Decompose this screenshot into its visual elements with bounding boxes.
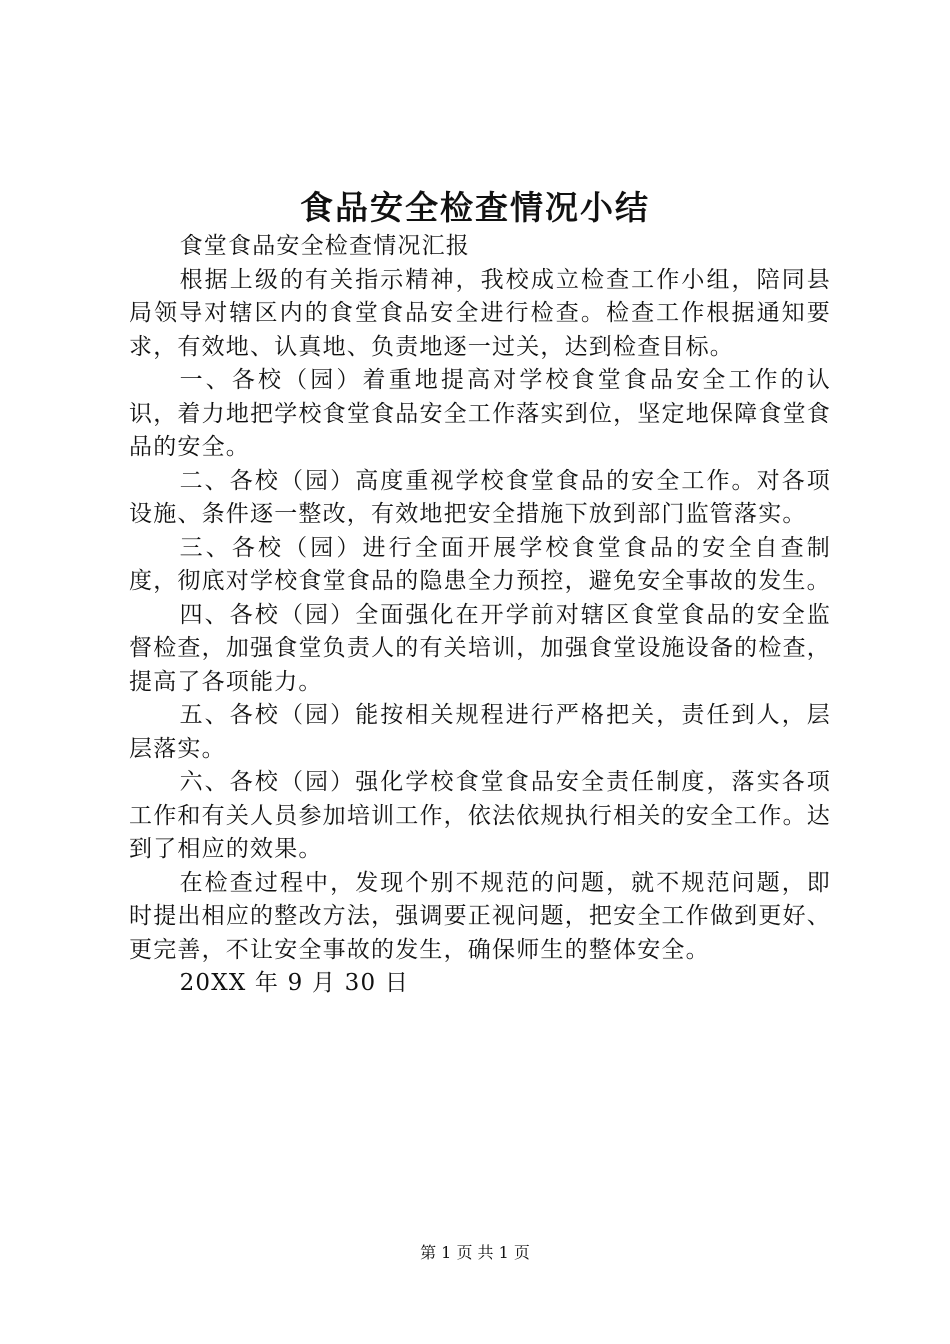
item-six-paragraph: 六、各校（园）强化学校食堂食品安全责任制度，落实各项工作和有关人员参加培训工作，依法依规执行相关的安全工作。达到了相应的效果。 [129, 769, 831, 862]
item-four-paragraph: 四、各校（园）全面强化在开学前对辖区食堂食品的安全监督检查，加强食堂负责人的有关培训，加强食堂设施设备的检查，提高了各项能力。 [129, 601, 831, 695]
item-one-paragraph: 一、各校（园）着重地提高对学校食堂食品安全工作的认识，着力地把学校食堂食品安全工作落实到位，坚定地保障食堂食品的安全。 [129, 367, 831, 460]
document-title: 食品安全检查情况小结 [300, 188, 650, 227]
item-two-paragraph: 二、各校（园）高度重视学校食堂食品的安全工作。对各项设施、条件逐一整改，有效地把安全措施下放到部门监管落实。 [129, 467, 831, 527]
page-footer: 第 1 页 共 1 页 [420, 1243, 530, 1262]
item-five-paragraph: 五、各校（园）能按相关规程进行严格把关，责任到人，层层落实。 [129, 702, 831, 762]
document-body [129, 230, 831, 1001]
conclusion-paragraph: 在检查过程中，发现个别不规范的问题，就不规范问题，即时提出相应的整改方法，强调要正视问题，把安全工作做到更好、更完善，不让安全事故的发生，确保师生的整体安全。 [129, 869, 831, 963]
intro-paragraph: 根据上级的有关指示精神，我校成立检查工作小组，陪同县局领导对辖区内的食堂食品安全进行检查。检查工作根据通知要求，有效地、认真地、负责地逐一过关，达到检查目标。 [129, 266, 831, 360]
subtitle-paragraph: 食堂食品安全检查情况汇报 [179, 233, 470, 259]
item-three-paragraph: 三、各校（园）进行全面开展学校食堂食品的安全自查制度，彻底对学校食堂食品的隐患全力预控，避免安全事故的发生。 [129, 534, 831, 594]
date-line: 20XX 年 9 月 30 日 [179, 970, 410, 996]
